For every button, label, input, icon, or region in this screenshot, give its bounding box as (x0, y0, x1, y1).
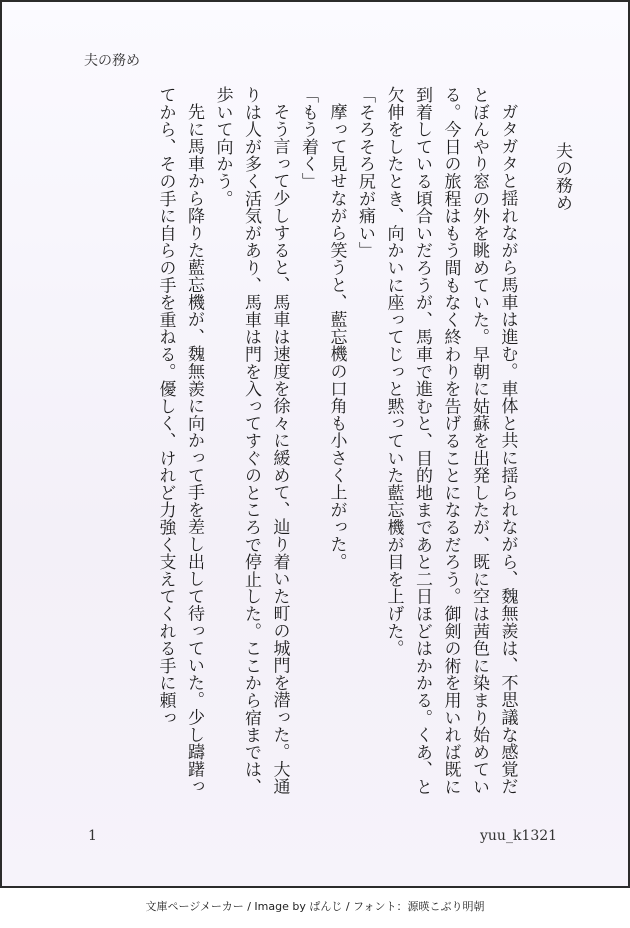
dialogue-line: 「そろそろ尻が痛い」 (355, 86, 375, 259)
credit-caption: 文庫ページメーカー / Image by ぱんじ / フォント：源暎こぶり明朝 (145, 900, 485, 913)
page-number: 1 (88, 828, 97, 844)
dialogue-line: 「もう着く」 (298, 86, 318, 190)
paragraph: そう言って少しすると、馬車は速度を徐々に緩めて、辿り着いた町の城門を潜った。大通りは人が多く活気があり、馬車は門を入ってすぐのところで停止した。ここから宿までは、歩いて向かう。 (212, 86, 290, 796)
story-title: 夫の務め (552, 142, 572, 212)
story-body (96, 86, 576, 811)
author-name: yuu_k1321 (480, 828, 558, 844)
paragraph: ガタガタと揺れながら馬車は進む。車体と共に揺られながら、魏無羨は、不思議な感覚だとぼんやり窓の外を眺めていた。早朝に姑蘇を出発したが、既に空は茜色に染まり始めている。今日の旅程はもう間もなく終わりを告げることになるだろう。御剣の術を用いれば既に到着している頃合いだろうが、馬車で進むと、目的地まであと二日ほどはかかる。くあ、と欠伸をしたとき、向かいに座ってじっと黙っていた藍忘機が目を上げた。 (383, 86, 518, 796)
running-header: 夫の務め (84, 53, 140, 69)
paragraph: 先に馬車から降りた藍忘機が、魏無羨に向かって手を差し出して待っていた。少し躊躇ってから、その手に自らの手を重ねる。優しく、けれど力強く支えてくれる手に頼っ (155, 86, 204, 795)
paragraph: 摩って見せながら笑うと、藍忘機の口角も小さく上がった。 (326, 103, 347, 571)
